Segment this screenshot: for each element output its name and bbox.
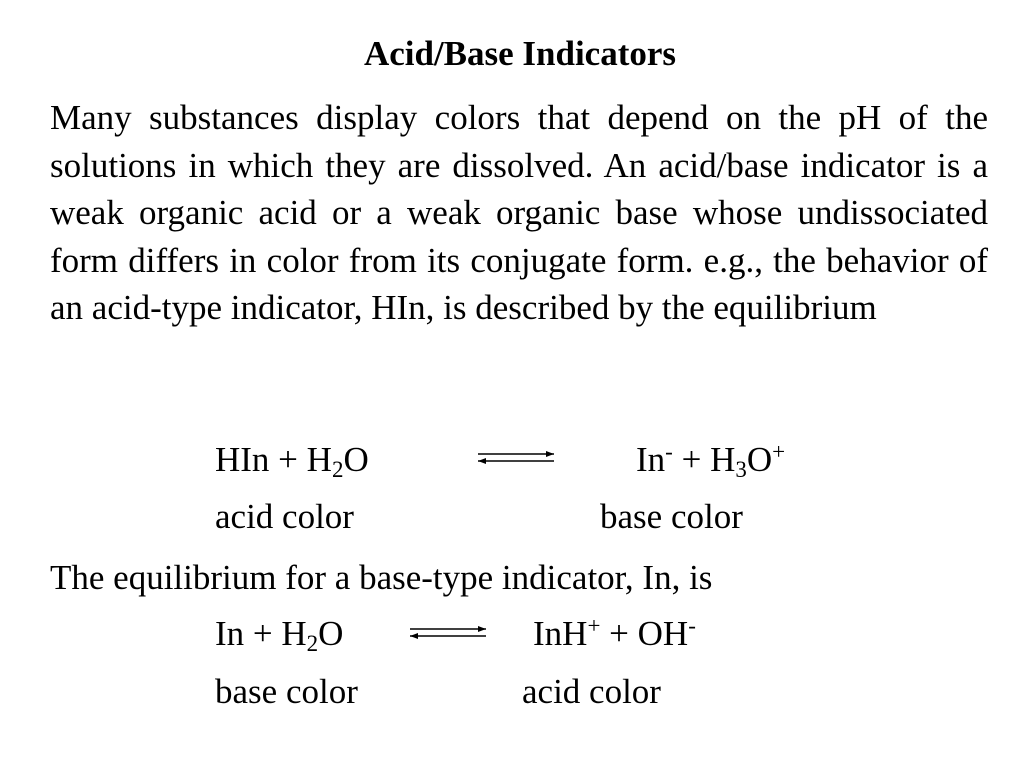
equilibrium-arrow-icon — [474, 448, 558, 468]
slide-title: Acid/Base Indicators — [363, 34, 677, 73]
base-type-intro: The equilibrium for a base-type indicator, In, is — [50, 558, 713, 597]
equation1-products: $In^- + H_3O^+$ — [636, 439, 786, 482]
equilibrium-arrow-icon — [406, 623, 490, 643]
equation1-base-color-label: base color — [600, 497, 743, 536]
equation1-reactants: HIn + $H_2O$ — [215, 440, 369, 482]
intro-paragraph: Many substances display colors that depend on the pH of the solutions in which they are dissolved. An acid/base indicator is a weak organic acid or a weak organic base whose undissociated form differs in color from its conjugate form. e.g., the behavior of an acid-type indicator, HIn, is described by the equilibrium — [50, 98, 988, 327]
equation1-acid-color-label: acid color — [215, 497, 354, 536]
equation2-products: InH+ + OH- — [533, 613, 696, 653]
equation2-reactants: $In + H_2O$ — [215, 614, 344, 656]
equation2-acid-color-label: acid color — [522, 672, 661, 711]
equation2-base-color-label: base color — [215, 672, 358, 711]
